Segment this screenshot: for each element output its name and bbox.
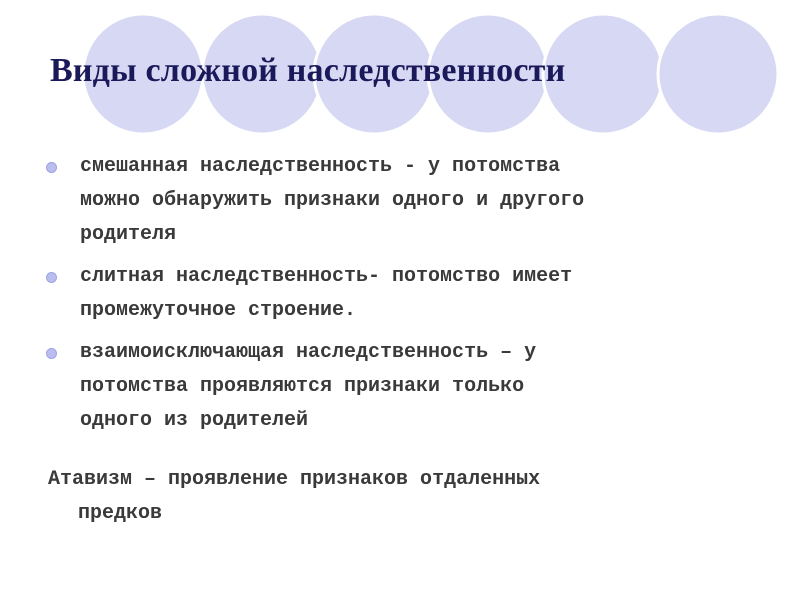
bullet-list [0, 150, 760, 446]
bullet-line: промежуточное строение. [80, 299, 357, 322]
bullet-line: слитная наследственность- потомство имеет [80, 265, 573, 288]
bullet-line: смешанная наследственность - у потомства [80, 155, 561, 178]
bullet-item-blended-heredity [0, 260, 760, 328]
bullet-line: взаимоисключающая наследственность – у [80, 341, 537, 364]
bullet-dot-icon [46, 348, 57, 359]
slide-title: Виды сложной наследственности [50, 52, 566, 89]
bullet-item-exclusive-heredity [0, 336, 760, 438]
atavism-line-2: предков [78, 502, 163, 525]
bullet-line: родителя [80, 223, 177, 246]
bullet-dot-icon [46, 162, 57, 173]
atavism-line-1: Атавизм – проявление признаков отдаленных [48, 468, 541, 491]
bullet-line: можно обнаружить признаки одного и другого [80, 189, 585, 212]
bullet-line: одного из родителей [80, 409, 309, 432]
deco-circle-6 [658, 14, 778, 134]
atavism-paragraph [48, 463, 768, 531]
bullet-line: потомства проявляются признаки только [80, 375, 525, 398]
bullet-item-mixed-heredity [0, 150, 760, 252]
bullet-dot-icon [46, 272, 57, 283]
